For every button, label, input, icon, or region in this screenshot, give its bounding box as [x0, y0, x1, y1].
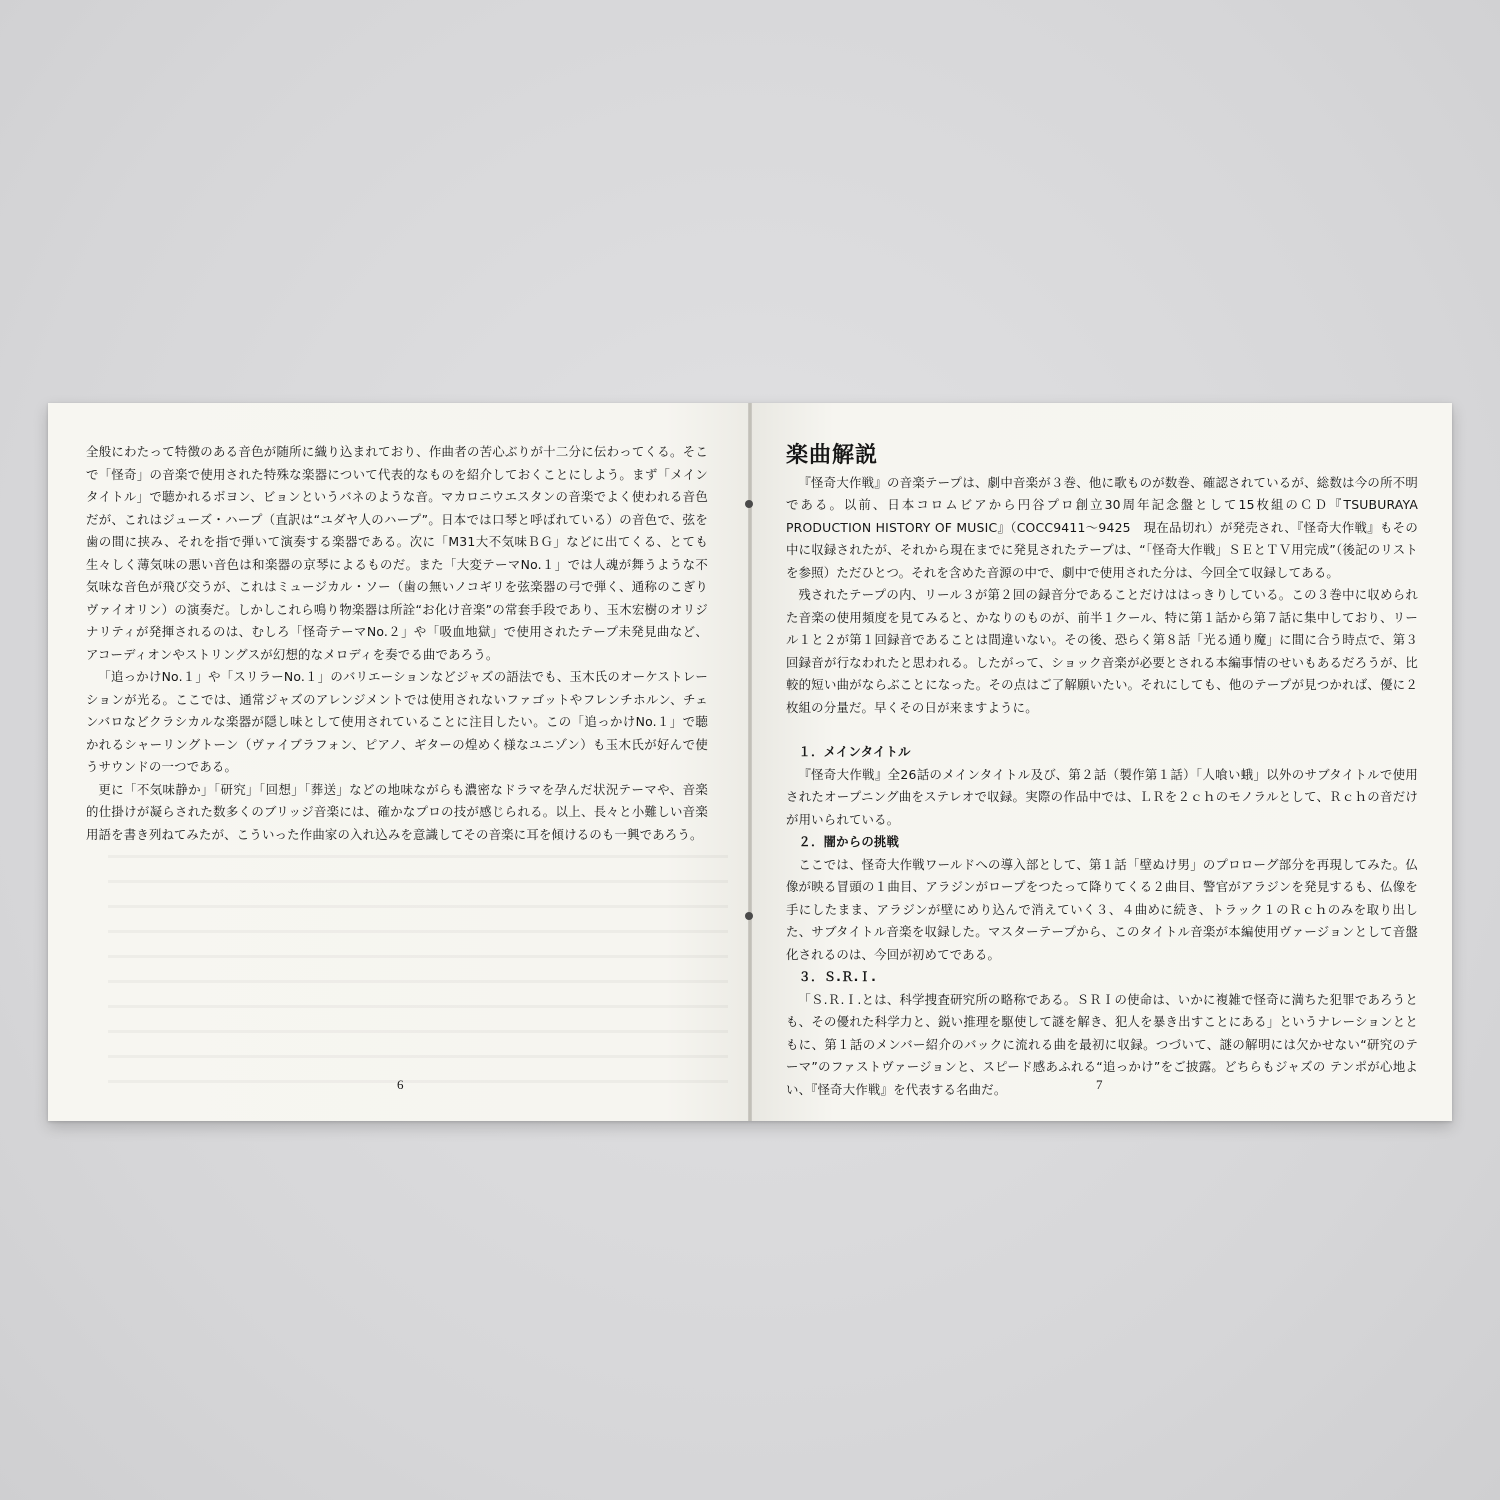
staple-top: [745, 500, 753, 508]
track-title: ２．闇からの挑戦: [798, 834, 900, 849]
show-through-lines: [108, 833, 728, 1083]
page-number: 6: [397, 1077, 404, 1092]
open-booklet: [48, 403, 1452, 1121]
section-heading: 楽曲解説: [786, 443, 879, 468]
staple-bottom: [745, 912, 753, 920]
left-page: [48, 403, 750, 1121]
page-number: 7: [1096, 1077, 1103, 1092]
track-title: １．メインタイトル: [798, 744, 911, 759]
track-description: ここでは、怪奇大作戦ワールドへの導入部として、第１話「壁ぬけ男」のプロローグ部分を再現してみた。仏像が映る冒頭の１曲目、アラジンがロープをつたって降りてくる２曲目、警官がアラジンを発見するも、仏像を手にしたまま、アラジンが壁にめり込んで消えていく３、４曲めに続き、トラック１のＲｃｈのみを取り出した、サブタイトル音楽を収録した。マスターテープから、このタイトル音楽が本編使用ヴァージョンとして音盤化されるのは、今回が初めてである。: [786, 856, 1418, 962]
right-page: [750, 403, 1452, 1121]
paragraph: 残されたテープの内、リール３が第２回の録音分であることだけははっきりしている。この３巻中に収められた音楽の使用頻度を見てみると、かなりのものが、前半１クール、特に第１話から第７話に集中しており、リール１と２が第１回録音であることは間違いない。その後、恐らく第８話「光る通り魔」に間に合う時点で、第３回録音が行なわれたと思われる。したがって、ショック音楽が必要とされる本編事情のせいもあるだろうが、比較的短い曲がならぶことになった。その点はご了解願いたい。それにしても、他のテープが見つかれば、優に２枚組の分量だ。早くその日が来ますように。: [786, 587, 1418, 715]
left-page-body: [86, 441, 708, 846]
right-page-body: [786, 445, 1418, 1101]
track-description: 「Ｓ.Ｒ.Ｉ.とは、科学捜査研究所の略称である。ＳＲＩの使命は、いかに複雑で怪奇に満ちた犯罪であろうとも、その優れた科学力と、鋭い推理を駆使して謎を解き、犯人を暴き出すことにある」というナレーションとともに、第１話のメンバー紹介のバックに流れる曲を最初に収録。つづいて、謎の解明には欠かせない“研究のテーマ”のファストヴァージョンと、スピード感あふれる“追っかけ”をご披露。どちらもジャズの テンポが心地よい、『怪奇大作戦』を代表する名曲だ。: [786, 991, 1418, 1097]
track-description: 『怪奇大作戦』全26話のメインタイトル及び、第２話（製作第１話）「人喰い蛾」以外のサブタイトルで使用されたオープニング曲をステレオで収録。実際の作品中では、ＬＲを２ｃｈのモノラルとして、Ｒｃｈの音だけが用いられている。: [786, 766, 1418, 827]
paragraph: 更に「不気味静か」「研究」「回想」「葬送」などの地味ながらも濃密なドラマを孕んだ状況テーマや、音楽的仕掛けが凝らされた数多くのブリッジ音楽には、確かなプロの技が感じられる。以上、長々と小難しい音楽用語を書き列ねてみたが、こういった作曲家の入れ込みを意識してその音楽に耳を傾けるのも一興であろう。: [86, 781, 708, 842]
track-title: ３．Ｓ.Ｒ.Ｉ.: [798, 969, 877, 984]
paragraph: 『怪奇大作戦』の音楽テープは、劇中音楽が３巻、他に歌ものが数巻、確認されているが、総数は今の所不明である。以前、日本コロムビアから円谷プロ創立30周年記念盤として15枚組のＣＤ『TSUBURAYA PRODUCTION HISTORY OF MUSIC』（COCC9411～9425 現在品切れ）が発売され、『怪奇大作戦』もその中に収録されたが、それから現在までに発見されたテープは、“「怪奇大作戦」ＳＥとＴＶ用完成”（後記のリストを参照）ただひとつ。それを含めた音源の中で、劇中で使用された分は、今回全て収録してある。: [786, 474, 1418, 580]
paragraph: 全般にわたって特徴のある音色が随所に織り込まれており、作曲者の苦心ぶりが十二分に伝わってくる。そこで「怪奇」の音楽で使用された特殊な楽器について代表的なものを紹介しておくことにしよう。まず「メインタイトル」で聴かれるボヨン、ビョンというバネのような音。マカロニウエスタンの音楽でよく使われる音色だが、これはジューズ・ハープ（直訳は“ユダヤ人のハープ”。日本では口琴と呼ばれている）の音色で、弦を歯の間に挟み、それを指で弾いて演奏する楽器である。次に「M31大不気味ＢＧ」などに出てくる、とても生々しく薄気味の悪い音色は和楽器の京琴によるものだ。また「大変テーマNo.１」では人魂が舞うような不気味な音色が飛び交うが、これはミュージカル・ソー（歯の無いノコギリを弦楽器の弓で弾く、通称のこぎりヴァイオリン）の演奏だ。しかしこれら鳴り物楽器は所詮“お化け音楽”の常套手段であり、玉木宏樹のオリジナリティが発揮されるのは、むしろ「怪奇テーマNo.２」や「吸血地獄」で使用されたテープ未発見曲など、アコーディオンやストリングスが幻想的なメロディを奏でる曲であろう。: [86, 444, 708, 662]
booklet-spine: [748, 403, 752, 1121]
paragraph: 「追っかけNo.１」や「スリラーNo.１」のバリエーションなどジャズの語法でも、玉木氏のオーケストレーションが光る。ここでは、通常ジャズのアレンジメントでは使用されないファゴットやフレンチホルン、チェンバロなどクラシカルな楽器が隠し味として使用されていることに注目したい。この「追っかけNo.１」で聴かれるシャーリングトーン（ヴァイブラフォン、ピアノ、ギターの煌めく様なユニゾン）も玉木氏が好んで使うサウンドの一つである。: [86, 669, 708, 774]
